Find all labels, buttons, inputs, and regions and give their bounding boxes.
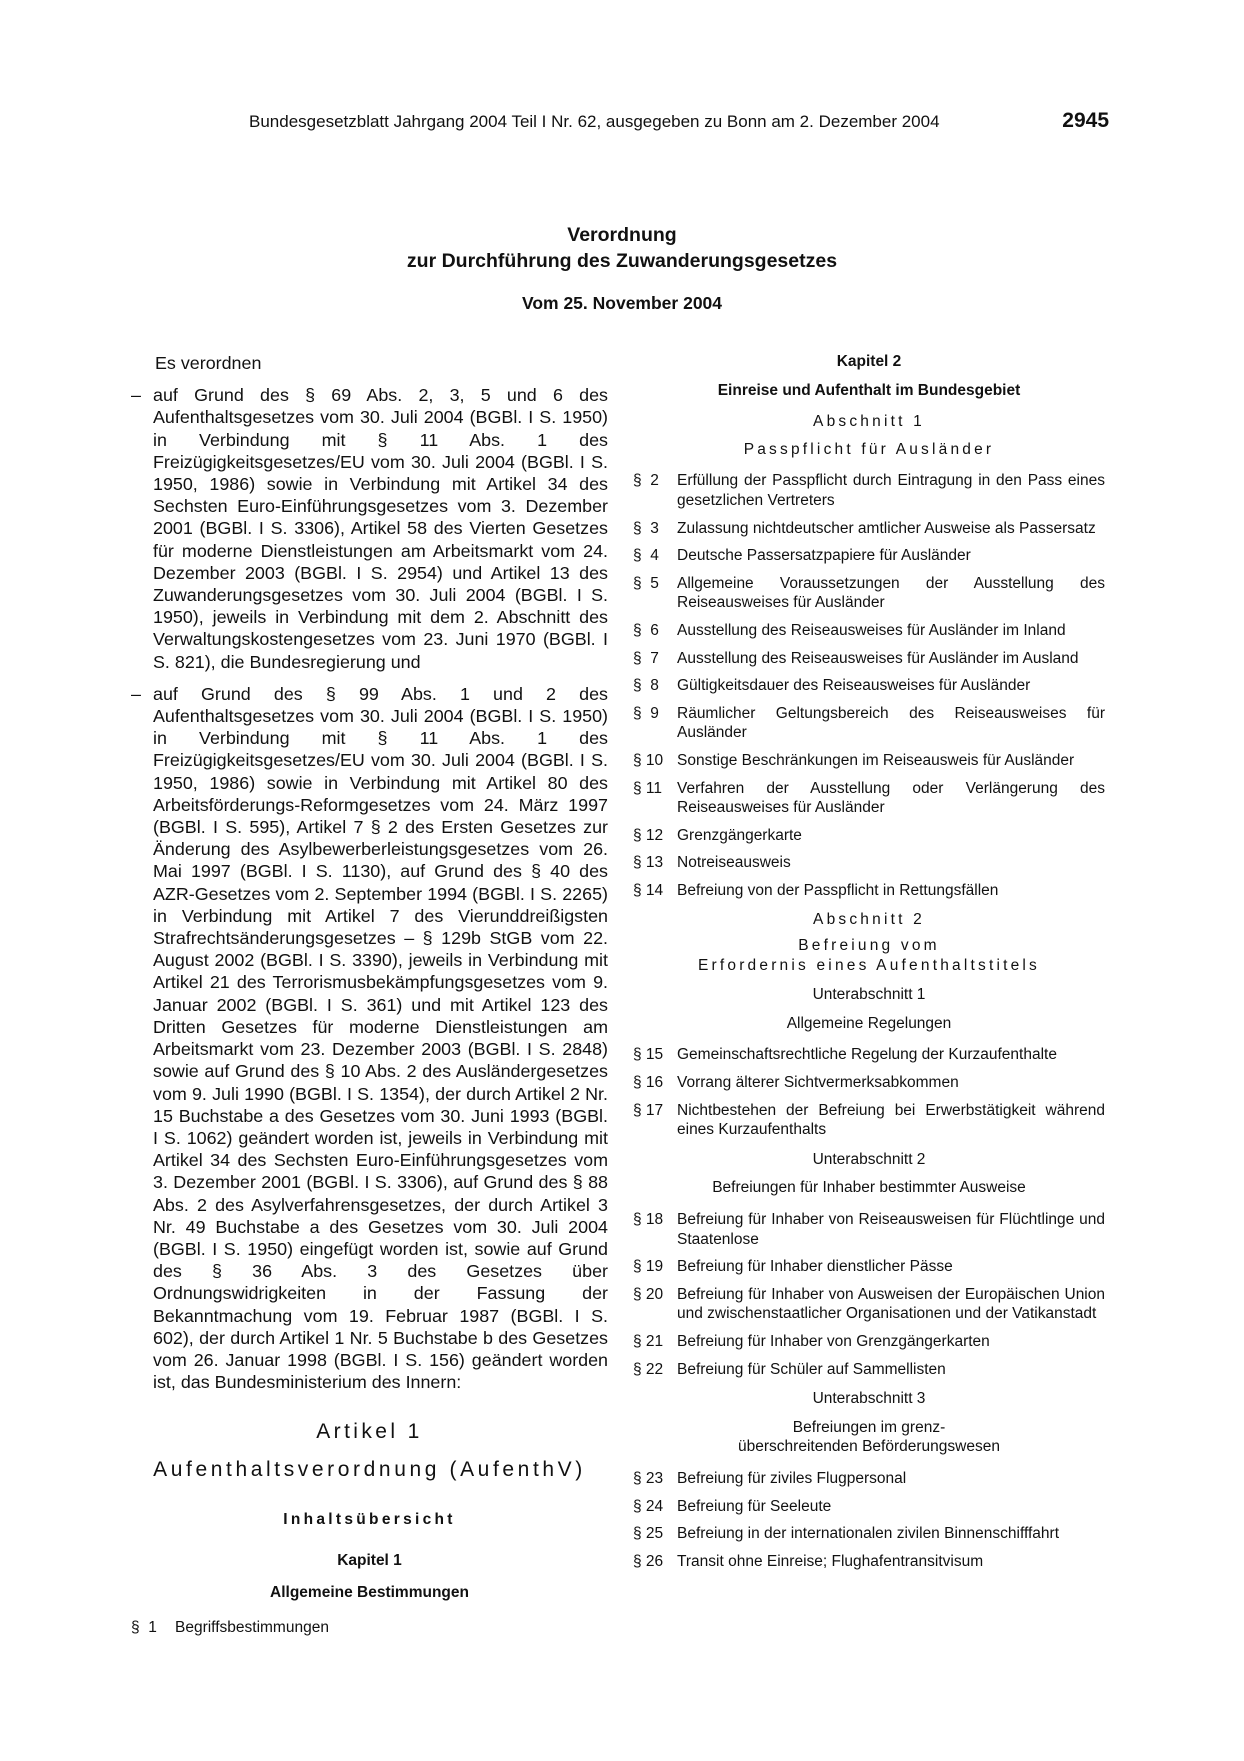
kapitel-1-title: Allgemeine Bestimmungen [270, 1583, 469, 1601]
toc-text: Transit ohne Einreise; Flughafentransitvisum [677, 1552, 984, 1570]
toc-entry [633, 1257, 1105, 1277]
toc-text: Befreiung für Seeleute [677, 1497, 832, 1515]
toc-number: § 25 [633, 1525, 664, 1543]
toc-text: Grenzgängerkarte [677, 826, 802, 844]
legal-basis-2-text: auf Grund des § 99 Abs. 1 und 2 des Aufenthaltsgesetzes vom 30. Juli 2004 (BGBl. I S. 1950) in Verbindung mit § 11 Abs. 1 des Freizügigkeitsgesetzes/EU vom 30. Juli 2004 (BGBl. I S. 1950, 1986) sowie in Verbindung mit Artikel 80 des Arbeitsförderungs-Reformgesetzes vom 24. März 1997 (BGBl. I S. 595), Artikel 7 § 2 des Ersten Gesetzes zur Änderung des Asylbewerberleistungsgesetzes vom 26. Mai 1997 (BGBl. I S. 1130), auf Grund des § 40 des AZR-Gesetzes vom 2. September 1994 (BGBl. I S. 2265) in Verbindung mit Artikel 7 des Vierunddreißigsten Strafrechtsänderungsgesetzes – § 129b StGB vom 22. August 2002 (BGBl. I S. 3390), jeweils in Verbindung mit Artikel 21 des Terrorismusbekämpfungsgesetzes vom 9. Januar 2002 (BGBl. I S. 361) und mit Artikel 123 des Dritten Gesetzes für moderne Dienstleistungen am Arbeitsmarkt vom 23. Dezember 2003 (BGBl. I S. 2848) sowie auf Grund des § 10 Abs. 2 des Ausländergesetzes vom 9. Juli 1990 (BGBl. I S. 1354), der durch Artikel 2 Nr. 15 Buchstabe a des Gesetzes vom 30. Juni 1993 (BGBl. I S. 1062) geändert worden ist, jeweils in Verbindung mit Artikel 34 des Sechsten Euro-Einführungsgesetzes vom 3. Dezember 2001 (BGBl. I S. 3306), auf Grund des § 88 Abs. 2 des Asylverfahrensgesetzes, der durch Artikel 3 Nr. 49 Buchstabe a des Gesetzes vom 30. Juli 2004 (BGBl. I S. 1950) eingefügt worden ist, sowie auf Grund des § 36 Abs. 3 des Gesetzes über Ordnungswidrigkeiten in der Fassung der Bekanntmachung vom 19. Februar 1987 (BGBl. I S. 602), der durch Artikel 1 Nr. 5 Buchstabe b des Gesetzes vom 26. Januar 1998 (BGBl. I S. 156) geändert worden ist, das Bundesministerium des Innern: [153, 683, 608, 1393]
unterabschnitt-3-heading: Unterabschnitt 3 [812, 1390, 926, 1408]
artikel-heading: Artikel 1 [316, 1420, 423, 1444]
toc-entry [633, 1360, 1105, 1380]
toc-text: Befreiung für Inhaber dienstlicher Pässe [677, 1258, 953, 1276]
toc-number: § 18 [633, 1211, 664, 1228]
inhaltsuebersicht-heading: Inhaltsübersicht [283, 1511, 456, 1529]
page-number: 2945 [1062, 109, 1109, 132]
toc-text: Räumlicher Geltungsbereich des Reiseausweises für Ausländer [677, 704, 1105, 742]
toc-number: § 23 [633, 1469, 664, 1487]
toc-group-c [633, 1210, 1105, 1379]
abschnitt-2-heading: Abschnitt 2 [813, 911, 925, 929]
toc-number: § 4 [633, 547, 659, 565]
toc-entry [633, 519, 1105, 539]
unterabschnitt-3-title-line-2: überschreitenden Beförderungswesen [738, 1438, 1000, 1456]
title-line-2: zur Durchführung des Zuwanderungsgesetzes [406, 250, 838, 272]
toc-text: Deutsche Passersatzpapiere für Ausländer [677, 547, 971, 565]
toc-text: Befreiung für Inhaber von Grenzgängerkarten [677, 1332, 990, 1350]
toc-text: Verfahren der Ausstellung oder Verlängerung des Reiseausweises für Ausländer [677, 779, 1105, 817]
toc-text: Befreiung für Inhaber von Reiseausweisen für Flüchtlinge und Staatenlose [677, 1211, 1105, 1248]
legal-basis-1-text: auf Grund des § 69 Abs. 2, 3, 5 und 6 des Aufenthaltsgesetzes vom 30. Juli 2004 (BGBl. I S. 1950) in Verbindung mit § 11 Abs. 1 des Freizügigkeitsgesetzes/EU vom 30. Juli 2004 (BGBl. I S. 1950, 1986) sowie in Verbindung mit Artikel 34 des Sechsten Euro-Einführungsgesetzes vom 3. Dezember 2001 (BGBl. I S. 3306), Artikel 58 des Vierten Gesetzes für moderne Dienstleistungen am Arbeitsmarkt vom 24. Dezember 2003 (BGBl. I S. 2954) und Artikel 13 des Zuwanderungsgesetzes vom 30. Juli 2004 (BGBl. I S. 1950), jeweils in Verbindung mit dem 2. Abschnitt des Verwaltungskostengesetzes vom 23. Juni 1970 (BGBl. I S. 821), die Bundesregierung und [153, 385, 608, 672]
toc-entry [633, 649, 1105, 669]
toc-entry [633, 881, 1105, 901]
toc-entry [633, 1332, 1105, 1352]
toc-number: § 8 [633, 677, 659, 695]
right-column [633, 352, 1105, 1579]
toc-entry [633, 676, 1105, 696]
toc-text: Vorrang älterer Sichtvermerksabkommen [677, 1074, 959, 1092]
left-column [131, 352, 608, 1646]
toc-entry [633, 1497, 1105, 1517]
toc-number: § 3 [633, 519, 659, 537]
toc-entry [633, 1285, 1105, 1324]
toc-number: § 16 [633, 1074, 664, 1092]
toc-entry [633, 826, 1105, 846]
toc-entry [633, 1101, 1105, 1140]
toc-group-d [633, 1469, 1105, 1571]
abschnitt-2-title-line-2: Erfordernis eines Aufenthaltstitels [697, 956, 1041, 974]
toc-number: § 15 [633, 1046, 664, 1064]
toc-number: § 1 [131, 1618, 157, 1636]
toc-text: Befreiung für Schüler auf Sammellisten [677, 1360, 946, 1378]
toc-text: Zulassung nichtdeutscher amtlicher Ausweise als Passersatz [677, 519, 1096, 537]
toc-entry [633, 621, 1105, 641]
toc-number: § 7 [633, 649, 659, 667]
kapitel-1-heading: Kapitel 1 [337, 1551, 402, 1569]
toc-entry [633, 779, 1105, 818]
legal-basis-1 [131, 384, 608, 673]
toc-number: § 13 [633, 854, 664, 872]
toc-number: § 2 [633, 472, 659, 490]
toc-entry [633, 574, 1105, 613]
toc-group-b [633, 1045, 1105, 1139]
toc-number: § 6 [633, 621, 659, 639]
abschnitt-1-heading: Abschnitt 1 [813, 413, 925, 431]
toc-group-a [633, 471, 1105, 900]
unterabschnitt-2-heading: Unterabschnitt 2 [812, 1150, 926, 1168]
toc-entry [633, 1469, 1105, 1489]
toc-entry [633, 1073, 1105, 1093]
unterabschnitt-3-title-line-1: Befreiungen im grenz- [792, 1418, 946, 1436]
toc-entry [633, 1552, 1105, 1572]
toc-number: § 17 [633, 1101, 664, 1119]
legal-basis-2 [131, 683, 608, 1394]
dash-marker: – [131, 683, 141, 704]
toc-text: Gemeinschaftsrechtliche Regelung der Kurzaufenthalte [677, 1046, 1057, 1064]
toc-entry [633, 546, 1105, 566]
abschnitt-2-title-line-1: Befreiung vom [798, 937, 940, 955]
toc-text: Befreiung für ziviles Flugpersonal [677, 1469, 907, 1487]
toc-entry [633, 751, 1105, 771]
toc-number: § 9 [633, 704, 659, 722]
unterabschnitt-1-heading: Unterabschnitt 1 [812, 986, 926, 1004]
toc-number: § 26 [633, 1552, 664, 1570]
document-date: Vom 25. November 2004 [521, 293, 723, 313]
title-line-1: Verordnung [567, 224, 677, 246]
toc-number: § 19 [633, 1258, 664, 1276]
toc-number: § 20 [633, 1285, 664, 1303]
dash-marker: – [131, 385, 141, 406]
toc-text: Gültigkeitsdauer des Reiseausweises für Ausländer [677, 677, 1031, 695]
toc-number: § 24 [633, 1497, 664, 1515]
kapitel-2-title: Einreise und Aufenthalt im Bundesgebiet [717, 381, 1021, 399]
toc-entry [633, 853, 1105, 873]
toc-number: § 5 [633, 574, 659, 592]
toc-entry [633, 704, 1105, 743]
toc-text: Allgemeine Voraussetzungen der Ausstellung des Reiseausweises für Ausländer [677, 574, 1105, 612]
intro-text: Es verordnen [155, 353, 262, 373]
document-title [0, 222, 1244, 274]
toc-text: Begriffsbestimmungen [175, 1618, 329, 1636]
toc-number: § 11 [633, 779, 663, 797]
toc-number: § 21 [633, 1332, 664, 1350]
toc-text: Ausstellung des Reiseausweises für Ausländer im Ausland [677, 649, 1079, 667]
toc-entry [633, 1524, 1105, 1544]
toc-number: § 14 [633, 881, 664, 899]
toc-text: Befreiung in der internationalen zivilen Binnenschifffahrt [677, 1525, 1060, 1543]
running-title: Bundesgesetzblatt Jahrgang 2004 Teil I Nr. 62, ausgegeben zu Bonn am 2. Dezember 2004 [249, 112, 940, 131]
toc-entry [633, 1210, 1105, 1249]
toc-number: § 10 [633, 751, 664, 769]
unterabschnitt-2-title: Befreiungen für Inhaber bestimmter Ausweise [712, 1179, 1026, 1197]
toc-entry [633, 1045, 1105, 1065]
unterabschnitt-1-title: Allgemeine Regelungen [786, 1014, 952, 1032]
toc-text: Erfüllung der Passpflicht durch Eintragung in den Pass eines gesetzlichen Vertreters [677, 472, 1105, 509]
toc-text: Sonstige Beschränkungen im Reiseausweis für Ausländer [677, 751, 1075, 769]
abschnitt-1-title: Passpflicht für Ausländer [743, 440, 995, 458]
kapitel-2-heading: Kapitel 2 [836, 353, 902, 370]
toc-text: Ausstellung des Reiseausweises für Ausländer im Inland [677, 621, 1066, 639]
toc-number: § 22 [633, 1360, 664, 1378]
toc-number: § 12 [633, 826, 664, 844]
toc-text: Nichtbestehen der Befreiung bei Erwerbstätigkeit während eines Kurzaufenthalts [677, 1101, 1105, 1139]
toc-entry [633, 471, 1105, 510]
toc-entry [131, 1618, 608, 1638]
toc-text: Befreiung von der Passpflicht in Rettungsfällen [677, 881, 999, 899]
running-header [249, 109, 1109, 132]
artikel-title: Aufenthaltsverordnung (AufenthV) [153, 1458, 586, 1482]
toc-text: Notreiseausweis [677, 854, 791, 872]
toc-text: Befreiung für Inhaber von Ausweisen der Europäischen Union und zwischenstaatlicher Organisationen und der Vatikanstadt [677, 1285, 1105, 1323]
